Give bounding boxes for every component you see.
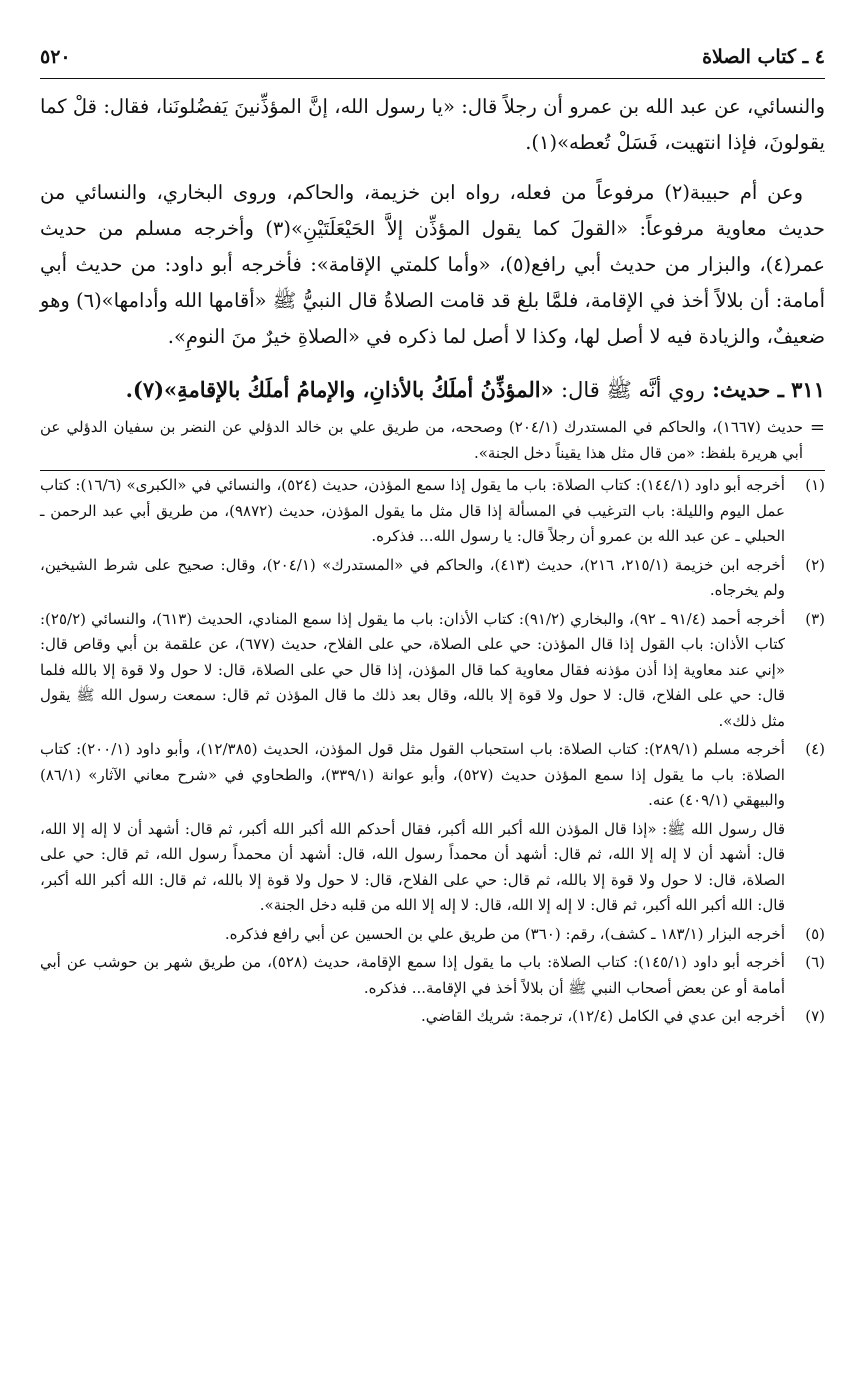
chapter-title: ٤ ـ كتاب الصلاة bbox=[702, 46, 825, 68]
footnote-number: (٥) bbox=[805, 924, 825, 943]
footnote-continuation-text: حديث (١٦٦٧)، والحاكم في المستدرك (٢٠٤/١) وصححه، من طريق علي بن خالد الدؤلي عن النضر بن سفيان الدؤلي عن أبي هريرة بلفظ: «من قال مثل هذا يقيناً دخل الجنة». bbox=[40, 418, 803, 462]
hadith-text: «المؤذِّنُ أملَكُ بالأذانِ، والإمامُ أملَكُ بالإقامةِ»(٧). bbox=[125, 377, 554, 402]
footnote-number: (٤) bbox=[805, 740, 825, 758]
footnotes bbox=[40, 473, 825, 1030]
footnote-text: أخرجه أبو داود (١٤٥/١): كتاب الصلاة: باب ما يقول إذا سمع الإقامة، حديث (٥٢٨)، من طريق شهر بن حوشب عن أبي أمامة أو عن بعض أصحاب النبي ﷺ أن بلالاً أخذ في الإقامة... فذكره. bbox=[40, 953, 785, 997]
footnote-text: أخرجه مسلم (٢٨٩/١): كتاب الصلاة: باب استحباب القول مثل قول المؤذن، الحديث (١٢/٣٨٥)، وأبو داود (٢٠٠/١): كتاب الصلاة: باب ما يقول إذا سمع المؤذن حديث (٥٢٧)، وأبو عوانة (٣٣٩/١)، والطحاوي في «شرح معاني الآثار» (٨٦/١) والبيهقي (٤٠٩/١) عنه. bbox=[40, 740, 785, 809]
footnote-1 bbox=[40, 473, 825, 550]
footnote-7 bbox=[40, 1004, 825, 1030]
header-rule bbox=[40, 78, 825, 79]
hadith-intro: روي أنَّه ﷺ قال: bbox=[561, 378, 705, 402]
footnote-number: (٢) bbox=[805, 555, 825, 574]
body-paragraph-2: وعن أم حبيبة(٢) مرفوعاً من فعله، رواه ابن خزيمة، والحاكم، وروى البخاري، والنسائي من حديث معاوية مرفوعاً: «القولَ كما يقول المؤذِّن إلاَّ الحَيْعَلَتَيْنِ»(٣) وأخرجه مسلم من حديث عمر(٤)، والبزار من حديث أبي رافع(٥)، «وأما كلمتي الإقامة»: فأخرجه أبو داود: من حديث أبي أمامة: أن بلالاً أخذ في الإقامة، فلمَّا بلغ قد قامت الصلاةُ قال النبيُّ ﷺ «أقامها الله وأدامها»(٦) وهو ضعيفٌ، والزيادة فيه لا أصل لها، وكذا لا أصل لما ذكره في «الصلاةِ خيرٌ منَ النومِ». bbox=[40, 181, 826, 348]
hadith-number-label: ٣١١ ـ حديث: bbox=[712, 377, 825, 402]
hadith-heading bbox=[40, 371, 825, 409]
footnote-number: (١) bbox=[805, 476, 825, 494]
footnote-3 bbox=[40, 607, 825, 735]
footnote-rule bbox=[40, 470, 825, 471]
footnote-text: أخرجه ابن خزيمة (٢١٥/١، ٢١٦)، حديث (٤١٣)، والحاكم في «المستدرك» (٢٠٤/١)، وقال: صحيح على شرط الشيخين، ولم يخرجاه. bbox=[40, 555, 785, 599]
footnote-text: أخرجه أبو داود (١٤٤/١): كتاب الصلاة: باب ما يقول إذا سمع المؤذن، حديث (٥٢٤)، والنسائي في «الكبرى» (١٦/٦): كتاب عمل اليوم والليلة: باب الترغيب في المسألة إذا قال مثل ما يقول المؤذن، حديث (٩٨٧٢)، من طريق أبي عبد الرحمن ـ الحبلي ـ عن عبد الله بن عمرو أن رجلاً قال: يا رسول الله... فذكره. bbox=[40, 476, 785, 545]
footnote-continuation bbox=[40, 415, 825, 466]
continuation-mark: = bbox=[809, 417, 825, 438]
page-number: ٥٢٠ bbox=[40, 46, 71, 68]
footnote-2 bbox=[40, 553, 825, 604]
footnote-text: أخرجه ابن عدي في الكامل (١٢/٤)، ترجمة: شريك القاضي. bbox=[420, 1007, 785, 1025]
footnote-number: (٣) bbox=[805, 609, 825, 628]
footnote-text: أخرجه البزار (١٨٣/١ ـ كشف)، رقم: (٣٦٠) من طريق علي بن الحسين عن أبي رافع فذكره. bbox=[224, 924, 785, 943]
footnote-text: أخرجه أحمد (٩١/٤ ـ ٩٢)، والبخاري (٩١/٢): كتاب الأذان: باب ما يقول إذا سمع المنادي، الحديث (٦١٣)، والنسائي (٢٥/٢): كتاب الأذان: باب القول إذا قال المؤذن: حي على الصلاة، حي على الفلاح، حديث (٦٧٧)، عن علقمة بن أبي وقاص قال: «إني عند معاوية إذا أذن مؤذنه فقال معاوية كما قال المؤذن، إذا قال حي على الصلاة، قال: لا حول ولا قوة إلا بالله فلما قال: حي على الفلاح، قال: لا حول ولا قوة إلا بالله، وقال بعد ذلك ما قال المؤذن ثم قال: سمعت رسول الله ﷺ يقول مثل ذلك». bbox=[40, 609, 785, 730]
book-page bbox=[40, 46, 825, 1337]
footnote-number: (٦) bbox=[805, 953, 825, 971]
page-header bbox=[40, 46, 825, 76]
footnote-6 bbox=[40, 950, 825, 1001]
footnote-4-quote: قال رسول الله ﷺ: «إذا قال المؤذن الله أكبر الله أكبر، فقال أحدكم الله أكبر الله أكبر، ثم قال: أشهد أن لا إله إلا الله، قال: أشهد أن لا إله إلا الله، ثم قال: أشهد أن محمداً رسول الله، قال: أشهد أن محمداً رسول الله، ثم قال: حي على الصلاة، قال: لا حول ولا قوة إلا بالله، ثم قال: حي على الفلاح، قال: لا حول ولا قوة إلا بالله، ثم قال: الله أكبر الله أكبر، قال: الله أكبر الله أكبر، ثم قال: لا إله إلا الله، قال: لا إله إلا الله من قلبه دخل الجنة». bbox=[40, 819, 785, 914]
footnote-5 bbox=[40, 922, 825, 948]
body-paragraph-1: والنسائي، عن عبد الله بن عمرو أن رجلاً قال: «يا رسول الله، إنَّ المؤذِّنينَ يَفضُلونَنا، فقال: قلْ كما يقولونَ، فإذا انتهيت، فَسَلْ تُعطه»(١). bbox=[40, 95, 825, 154]
footnote-number: (٧) bbox=[805, 1007, 825, 1025]
footnote-4 bbox=[40, 737, 825, 814]
